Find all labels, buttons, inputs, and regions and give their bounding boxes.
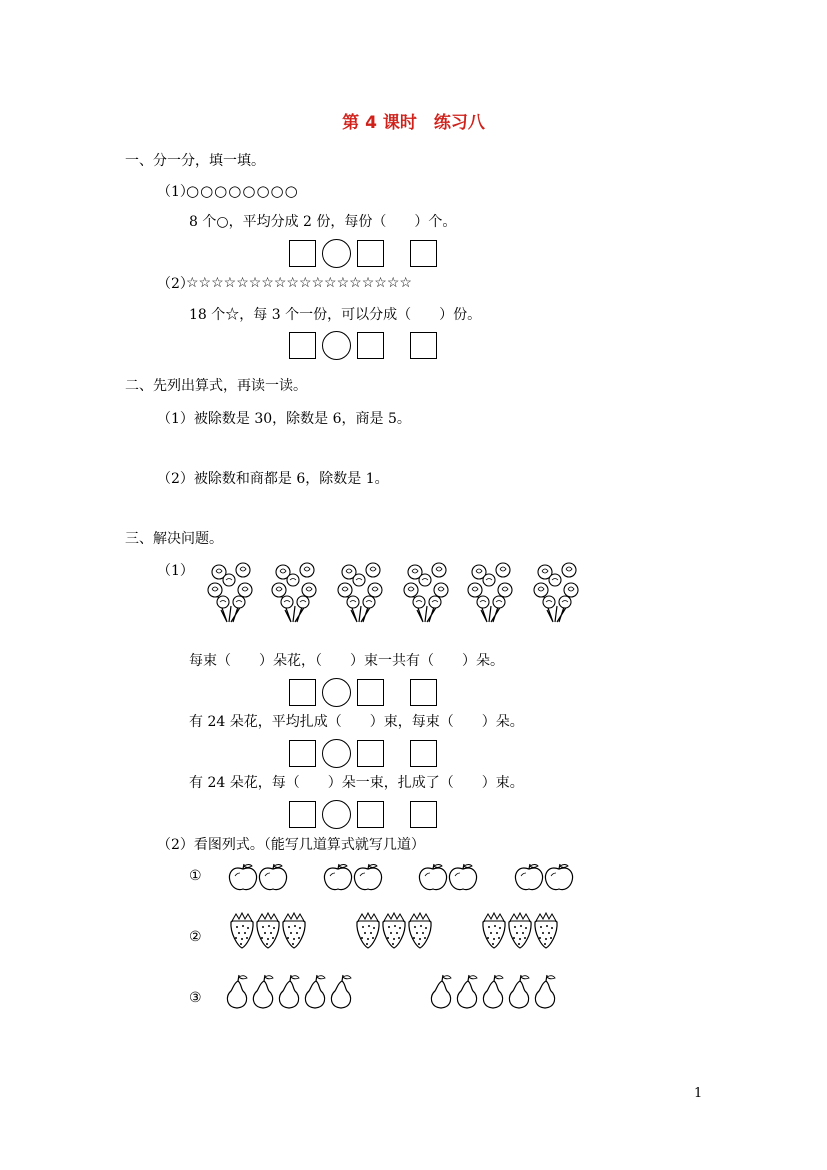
pear-icon: [305, 975, 325, 1008]
strawberry-icon: [283, 913, 305, 948]
operator-circle[interactable]: [322, 678, 351, 707]
apple-icon: [516, 864, 543, 890]
pear-icon: [431, 975, 451, 1008]
pear-icon: [535, 975, 555, 1008]
star-row: ☆☆☆☆☆☆☆☆☆☆☆☆☆☆☆☆☆☆: [186, 275, 412, 291]
bouquet-icon: [272, 563, 316, 622]
s3-line2: 有 24 朵花，平均扎成（ ）束，每束（ ）朵。: [189, 714, 524, 730]
apple-icon: [450, 864, 477, 890]
s3-q1-label: （1）: [157, 563, 194, 579]
answer-box[interactable]: [410, 801, 437, 828]
page-number: 1: [694, 1086, 703, 1101]
s3-line3: 有 24 朵花，每（ ）朵一束，扎成了（ ）束。: [189, 775, 524, 791]
pear-icon: [227, 975, 247, 1008]
answer-box[interactable]: [357, 679, 384, 706]
apple-row: [226, 860, 586, 892]
strawberry-icon: [535, 913, 557, 948]
apple-icon: [546, 864, 573, 890]
operator-circle[interactable]: [322, 739, 351, 768]
answer-box[interactable]: [357, 240, 384, 267]
strawberry-icon: [509, 913, 531, 948]
s3-line1: 每束（ ）朵花，（ ）束一共有（ ）朵。: [189, 653, 504, 669]
strawberry-row: [226, 910, 566, 950]
bouquet-icon: [338, 563, 382, 622]
answer-box[interactable]: [289, 240, 316, 267]
answer-box[interactable]: [410, 240, 437, 267]
operator-circle[interactable]: [322, 800, 351, 829]
q1-label: （1）: [157, 184, 194, 200]
s3-q2-text: （2）看图列式。（能写几道算式就写几道）: [157, 837, 425, 853]
q1-text: 8 个○，平均分成 2 份，每份（ ）个。: [189, 214, 457, 230]
bouquet-icon: [468, 563, 512, 622]
pear-icon: [509, 975, 529, 1008]
item-marker-3: ③: [189, 990, 202, 1006]
section2-q2: （2）被除数和商都是 6，除数是 1。: [157, 471, 389, 487]
answer-box[interactable]: [410, 740, 437, 767]
strawberry-icon: [231, 913, 253, 948]
bouquet-icon: [404, 563, 448, 622]
answer-box[interactable]: [410, 332, 437, 359]
item-marker-1: ①: [189, 868, 202, 884]
strawberry-icon: [483, 913, 505, 948]
operator-circle[interactable]: [322, 239, 351, 268]
answer-box[interactable]: [357, 740, 384, 767]
pear-icon: [279, 975, 299, 1008]
answer-box[interactable]: [357, 801, 384, 828]
answer-box[interactable]: [289, 679, 316, 706]
apple-icon: [325, 864, 352, 890]
q2-text: 18 个☆，每 3 个一份，可以分成（ ）份。: [189, 307, 482, 323]
section3-heading: 三、解决问题。: [125, 531, 223, 547]
bouquet-icon: [208, 563, 252, 622]
q2-label: （2）: [157, 276, 194, 292]
strawberry-icon: [383, 913, 405, 948]
section2-heading: 二、先列出算式，再读一读。: [125, 378, 307, 394]
answer-box[interactable]: [289, 801, 316, 828]
strawberry-icon: [257, 913, 279, 948]
strawberry-icon: [409, 913, 431, 948]
apple-icon: [420, 864, 447, 890]
pear-icon: [253, 975, 273, 1008]
answer-box[interactable]: [410, 679, 437, 706]
pear-icon: [483, 975, 503, 1008]
apple-icon: [230, 864, 257, 890]
pear-icon: [331, 975, 351, 1008]
bouquet-icon: [534, 563, 578, 622]
section2-q1: （1）被除数是 30，除数是 6，商是 5。: [157, 411, 411, 427]
answer-box[interactable]: [289, 740, 316, 767]
page-title: 第 4 课时 练习八: [342, 113, 485, 133]
apple-icon: [355, 864, 382, 890]
flower-bouquets: [195, 558, 585, 626]
item-marker-2: ②: [189, 929, 202, 945]
operator-circle[interactable]: [322, 331, 351, 360]
section1-heading: 一、分一分，填一填。: [125, 153, 265, 169]
circle-row: ○○○○○○○○: [186, 182, 299, 200]
answer-box[interactable]: [357, 332, 384, 359]
strawberry-icon: [357, 913, 379, 948]
pear-row: [222, 972, 572, 1010]
pear-icon: [457, 975, 477, 1008]
answer-box[interactable]: [289, 332, 316, 359]
apple-icon: [260, 864, 287, 890]
